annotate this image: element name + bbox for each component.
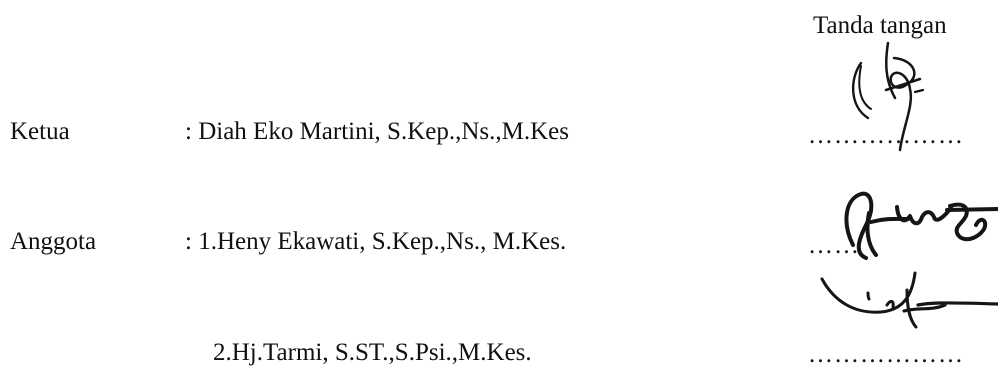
member-1-name: : 1.Heny Ekawati, S.Kep.,Ns., M.Kes. [185, 228, 567, 255]
signature-header: Tanda tangan [813, 12, 947, 39]
member-label: Anggota [10, 228, 97, 255]
chair-name: : Diah Eko Martini, S.Kep.,Ns.,M.Kes [185, 118, 569, 145]
member-2-signature [817, 266, 998, 338]
chair-label: Ketua [10, 118, 70, 145]
chair-signature [840, 38, 950, 158]
member-2-name: 2.Hj.Tarmi, S.ST.,S.Psi.,M.Kes. [213, 339, 532, 366]
member-1-signature-line: …… [808, 232, 860, 259]
member-1-signature [818, 183, 998, 268]
chair-signature-line: ……………… [808, 122, 964, 149]
member-2-signature-line: ……………… [808, 341, 964, 368]
